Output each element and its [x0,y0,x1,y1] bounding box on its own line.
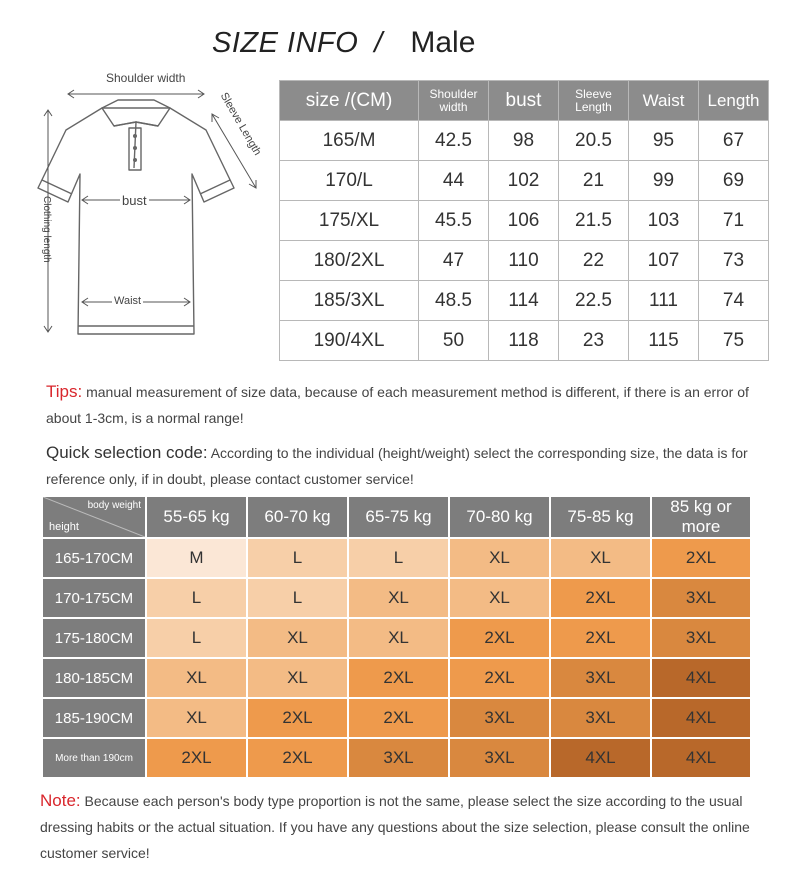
measurement-cell: 110 [489,241,559,281]
note-text: Because each person's body type proportion is not the same, please select the size according to the usual dressing habits or the actual situation. If you have any questions about the size selection, please consult the online customer service! [40,793,750,861]
measurement-cell: 42.5 [419,121,489,161]
size-recommendation-cell: XL [146,658,247,698]
size-recommendation-cell: 2XL [651,538,751,578]
measurement-cell: 118 [489,321,559,361]
size-recommendation-cell: 2XL [247,698,348,738]
tips-label: Tips: [46,382,83,401]
measurement-cell: 67 [699,121,769,161]
measurement-cell: 69 [699,161,769,201]
measurement-cell: 50 [419,321,489,361]
size-recommendation-cell: XL [449,578,550,618]
size-recommendation-cell: 2XL [550,618,651,658]
tips-text: manual measurement of size data, because of each measurement method is different, if there is an error of about 1-3cm, is a normal range! [46,384,749,426]
grid-row [42,658,751,698]
page-title [212,26,475,66]
quick-text: According to the individual (height/weight) select the corresponding size, the data is for reference only, if in doubt, please contact customer service! [46,445,748,487]
quick-selection-paragraph [46,440,766,492]
title-gender: Male [410,26,476,59]
size-cell: 190/4XL [280,321,419,361]
size-table-row [280,201,769,241]
size-recommendation-cell: 3XL [348,738,449,778]
corner-height-label: height [49,521,79,533]
title-separator: / [374,27,383,59]
shoulder-width-label: Shoulder width [106,71,186,85]
measurement-cell: 23 [559,321,629,361]
header-shoulder: Shoulder width [419,81,489,121]
size-recommendation-cell: 2XL [348,658,449,698]
size-recommendation-cell: 2XL [449,658,550,698]
grid-corner [42,496,146,538]
size-table-row [280,121,769,161]
measurement-cell: 107 [629,241,699,281]
size-cell: 165/M [280,121,419,161]
grid-row [42,698,751,738]
size-recommendation-cell: XL [449,538,550,578]
measurement-cell: 22 [559,241,629,281]
header-sleeve: Sleeve Length [559,81,629,121]
header-waist: Waist [629,81,699,121]
measurement-cell: 22.5 [559,281,629,321]
size-table-row [280,241,769,281]
measurement-cell: 48.5 [419,281,489,321]
size-table-row [280,161,769,201]
size-recommendation-cell: L [348,538,449,578]
size-recommendation-cell: 4XL [550,738,651,778]
size-table-row [280,321,769,361]
title-main: SIZE INFO [212,27,359,59]
measurement-cell: 99 [629,161,699,201]
size-recommendation-cell: 2XL [449,618,550,658]
measurement-cell: 45.5 [419,201,489,241]
grid-header-row [42,496,751,538]
size-recommendation-cell: 3XL [449,738,550,778]
waist-label: Waist [114,295,142,307]
size-recommendation-cell: L [146,578,247,618]
header-length: Length [699,81,769,121]
sleeve-length-label: Sleeve Length [217,90,264,158]
size-recommendation-cell: XL [348,618,449,658]
size-recommendation-cell: L [146,618,247,658]
size-table [279,80,769,361]
weight-header: 85 kg or more [651,496,751,538]
size-table-row [280,281,769,321]
header-bust: bust [489,81,559,121]
size-recommendation-cell: XL [348,578,449,618]
size-recommendation-cell: 4XL [651,658,751,698]
size-recommendation-cell: 3XL [550,698,651,738]
measurement-cell: 106 [489,201,559,241]
weight-header: 60-70 kg [247,496,348,538]
measurement-cell: 21.5 [559,201,629,241]
quick-label: Quick selection code: [46,443,208,462]
measurement-cell: 73 [699,241,769,281]
note-paragraph [40,788,760,866]
size-recommendation-cell: 2XL [550,578,651,618]
height-header: 175-180CM [42,618,146,658]
size-recommendation-cell: 2XL [247,738,348,778]
height-header: 180-185CM [42,658,146,698]
measurement-cell: 21 [559,161,629,201]
measurement-cell: 47 [419,241,489,281]
height-header: 165-170CM [42,538,146,578]
measurement-cell: 95 [629,121,699,161]
size-recommendation-cell: 3XL [651,578,751,618]
size-recommendation-cell: 4XL [651,698,751,738]
weight-header: 55-65 kg [146,496,247,538]
weight-header: 70-80 kg [449,496,550,538]
size-selection-grid [41,495,752,779]
measurement-cell: 115 [629,321,699,361]
measurement-cell: 98 [489,121,559,161]
clothing-length-label: Clothing length [41,196,52,263]
measurement-cell: 114 [489,281,559,321]
size-table-header [280,81,769,121]
measurement-cell: 102 [489,161,559,201]
size-recommendation-cell: 3XL [449,698,550,738]
size-recommendation-cell: 3XL [651,618,751,658]
size-recommendation-cell: 3XL [550,658,651,698]
bust-label: bust [122,193,147,208]
size-recommendation-cell: XL [146,698,247,738]
size-recommendation-cell: XL [550,538,651,578]
size-recommendation-cell: XL [247,618,348,658]
weight-header: 65-75 kg [348,496,449,538]
grid-row [42,538,751,578]
size-recommendation-cell: 2XL [146,738,247,778]
header-size: size /(CM) [280,81,419,121]
shirt-diagram [28,70,278,350]
weight-header: 75-85 kg [550,496,651,538]
size-cell: 175/XL [280,201,419,241]
size-recommendation-cell: XL [247,658,348,698]
measurement-cell: 20.5 [559,121,629,161]
measurement-cell: 103 [629,201,699,241]
tips-paragraph [46,379,766,431]
grid-row [42,578,751,618]
note-label: Note: [40,791,81,810]
measurement-cell: 71 [699,201,769,241]
size-recommendation-cell: L [247,578,348,618]
size-cell: 170/L [280,161,419,201]
measurement-cell: 44 [419,161,489,201]
grid-row [42,618,751,658]
size-recommendation-cell: 2XL [348,698,449,738]
corner-weight-label: body weight [87,500,141,511]
measurement-cell: 74 [699,281,769,321]
size-recommendation-cell: M [146,538,247,578]
height-header: 170-175CM [42,578,146,618]
measurement-cell: 75 [699,321,769,361]
height-header: More than 190cm [42,738,146,778]
measurement-cell: 111 [629,281,699,321]
size-cell: 185/3XL [280,281,419,321]
size-recommendation-cell: 4XL [651,738,751,778]
grid-row [42,738,751,778]
size-cell: 180/2XL [280,241,419,281]
size-recommendation-cell: L [247,538,348,578]
height-header: 185-190CM [42,698,146,738]
